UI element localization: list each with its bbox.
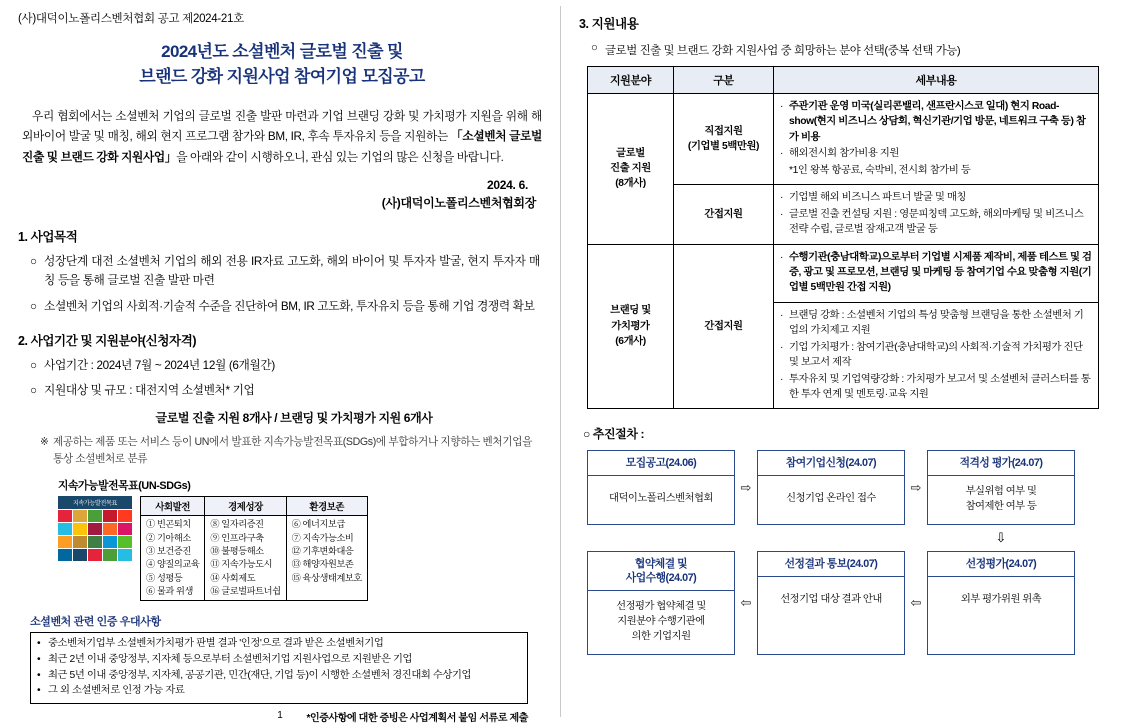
sdg-cell	[205, 516, 286, 601]
sdg-goal: ⑤ 성평등	[146, 572, 183, 583]
sdg-icon-grid	[58, 510, 132, 561]
page-number: 1	[277, 710, 283, 721]
support-scale-highlight: 글로벌 진출 지원 8개사 / 브랜딩 및 가치평가 지원 6개사	[155, 411, 433, 426]
section-2-heading: 2. 사업기간 및 지원분야(신청자격)	[18, 333, 197, 348]
col-support-type: 구분	[674, 67, 774, 94]
flow-step-body	[928, 476, 1074, 524]
advantage-item-2: 최근 2년 이내 중앙정부, 지자체 등으로부터 소셜벤처기업 지원사업으로 지원받은 기업	[48, 654, 413, 665]
sdg-cell	[141, 516, 205, 601]
sdg-logo-caption: 지속가능발전목표	[58, 496, 132, 509]
list-item	[37, 683, 521, 699]
sdg-table	[140, 496, 368, 601]
flow-step-body-text: 부실위험 여부 및 참여제한 여부 등	[965, 486, 1037, 513]
flow-step-title: 참여기업신청(24.07)	[758, 451, 904, 476]
bullet-marker: •	[37, 669, 41, 681]
detail-text: 주관기관 운영 미국(실리콘밸리, 샌프란시스코 일대) 현지 Road-show(현지 비즈니스 상담회, 혁신기관/기업 방문, 네트워크 구축 등) 참가 비용	[789, 101, 1086, 143]
flow-step-body: 선정평가 협약체결 및 지원분야 수행기관에 의한 기업지원	[616, 601, 706, 643]
title-line-2: 브랜드 강화 지원사업 참여기업 모집공고	[139, 66, 425, 86]
col-support-field: 지원분야	[588, 67, 674, 94]
col-support-details: 세부내용	[774, 67, 1099, 94]
sdg-table-title: 지속가능발전목표(UN-SDGs)	[58, 480, 191, 493]
bullet-marker: •	[37, 685, 41, 697]
bullet-marker: ·	[780, 208, 784, 220]
cell-branding-details-2	[774, 302, 1099, 409]
cell-branding-details-1	[774, 244, 1099, 302]
table-row	[588, 94, 1099, 185]
detail-item	[780, 99, 1092, 145]
bullet-marker: ○	[583, 427, 590, 442]
advantage-item-3: 최근 5년 이내 중앙정부, 지자체, 공공기관, 민간(재단, 기업 등)이 시행한 소셜벤처 경진대회 수상기업	[48, 669, 472, 681]
flow-spacer	[905, 525, 927, 551]
detail-item	[780, 308, 1092, 339]
flow-step-application	[757, 450, 905, 525]
flow-step-title: 모집공고(24.06)	[588, 451, 734, 476]
process-flow-diagram	[587, 450, 1106, 655]
intro-text-1: 우리 협회에서는 소셜벤처 기업의 글로벌 진출 발판 마련과 기업 브랜딩 강화 및 가치평가 지원을 위해 해외바이어 발굴 및 매칭, 해외 현지 프로그램 참가와 BM, IR, 후속 투자유치 등을 지원하는	[22, 110, 542, 144]
field-label-line: 가치평가	[611, 320, 650, 332]
arrow-left-icon: ⇦	[740, 595, 752, 611]
bullet-marker: •	[37, 638, 41, 650]
bullet-marker: ○	[591, 42, 598, 54]
type-label-line: (기업별 5백만원)	[687, 141, 760, 153]
detail-item	[780, 250, 1092, 296]
advantage-item-1: 중소벤처기업부 소셜벤처가치평가 판별 결과 '인정'으로 결과 받은 소셜벤처기업	[48, 638, 384, 650]
detail-item	[780, 340, 1092, 371]
sdg-goal: ⑫ 기후변화대응	[291, 545, 354, 556]
arrow-down-icon: ⇩	[995, 530, 1007, 546]
table-row	[588, 244, 1099, 302]
arrow-right-icon: ⇨	[910, 479, 922, 495]
field-label-line: (6개사)	[615, 336, 646, 348]
field-label-line: 글로벌	[616, 147, 645, 159]
detail-text: 기업별 해외 비즈니스 파트너 발굴 및 매칭	[789, 192, 967, 204]
advantage-item-4: 그 외 소셜벤처로 인정 가능 자료	[48, 685, 185, 697]
detail-item	[780, 190, 1092, 205]
list-item	[30, 253, 540, 291]
detail-text: 투자유치 및 기업역량강화 : 가치평가 보고서 및 소셜벤처 클러스터를 통한 투자 연계 및 멘토링·교육 지원	[789, 373, 1091, 400]
sdg-goal: ⑩ 불평등해소	[210, 545, 264, 556]
cell-global-indirect-details	[774, 185, 1099, 244]
sdg-goal: ⑥ 물과 위생	[146, 586, 193, 597]
intro-paragraph	[22, 107, 542, 167]
sdg-goal: ③ 보건증진	[146, 545, 191, 556]
sdg-goal: ⑥ 에너지보급	[291, 519, 345, 530]
left-column	[0, 0, 560, 723]
sdg-goal: ⑪ 지속가능도시	[210, 559, 273, 570]
sdg-goal: ② 기아해소	[146, 532, 191, 543]
detail-text: 기업 가치평가 : 참여기관(충남대학교)의 사회적·기술적 가치평가 진단 및 보고서 제작	[789, 341, 1083, 369]
field-label-line: (8개사)	[615, 178, 646, 190]
sdg-cell	[286, 516, 367, 601]
bullet-marker: ·	[780, 251, 784, 263]
detail-text: 해외전시회 참가비용 지원	[789, 148, 899, 160]
flow-step-title: 협약체결 및 사업수행(24.07)	[588, 552, 734, 591]
cell-direct-support	[674, 94, 774, 185]
bullet-marker: ·	[780, 101, 784, 112]
flow-step-title: 적격성 평가(24.07)	[928, 451, 1074, 476]
flow-step-result-notice	[757, 551, 905, 655]
intro-text-bold: 「소셜벤처 글로벌 진출 및 브랜드 강화 지원사업」	[22, 130, 542, 164]
sdg-goal: ⑧ 일자리증진	[210, 519, 264, 530]
issuing-organization: (사)대덕이노폴리스벤처협회장	[381, 195, 536, 210]
list-item	[30, 382, 540, 401]
sdg-col-environment: 환경보존	[286, 497, 367, 516]
detail-item	[780, 146, 1092, 161]
advantage-heading: 소셜벤처 관련 인증 우대사항	[30, 616, 161, 629]
notice-date: 2024. 6.	[487, 177, 528, 192]
sdg-goal: ⑬ 해양자원보존	[291, 559, 354, 570]
process-heading-text: 추진절차 :	[592, 427, 645, 442]
support-content-table	[587, 66, 1099, 409]
bullet-marker: ○	[30, 384, 37, 398]
field-label-line: 브랜딩 및	[610, 305, 651, 317]
sdg-col-economic: 경제성장	[205, 497, 286, 516]
bullet-marker: ○	[30, 254, 37, 268]
list-item	[37, 636, 521, 652]
cell-global-field	[588, 94, 674, 245]
sdg-goal: ⑦ 지속가능소비	[291, 532, 354, 543]
detail-item	[780, 207, 1092, 238]
table-header-row	[588, 67, 1099, 94]
flow-spacer	[735, 525, 757, 551]
flow-step-body: 대덕이노폴리스벤처협회	[609, 493, 713, 504]
section-1-heading: 1. 사업목적	[18, 229, 78, 244]
flow-step-body: 신청기업 온라인 접수	[786, 493, 876, 504]
flow-step-agreement	[587, 551, 735, 655]
bullet-marker: •	[37, 654, 41, 665]
bullet-marker: ○	[30, 358, 37, 372]
list-item	[37, 668, 521, 684]
flow-vertical-connector-row	[587, 525, 1106, 551]
sdg-logo	[58, 496, 132, 561]
detail-text: 브랜딩 강화 : 소셜벤처 기업의 특성 맞춤형 브랜딩을 통한 소셜벤처 기업의 가치제고 지원	[789, 309, 1084, 337]
process-heading	[583, 425, 1106, 442]
flow-step-announcement	[587, 450, 735, 525]
section-1-item-2: 소셜벤처 기업의 사회적·기술적 수준을 진단하여 BM, IR 고도화, 투자유치 등을 통해 기업 경쟁력 확보	[44, 299, 535, 313]
cell-global-direct-details	[774, 94, 1099, 185]
page-title	[18, 40, 546, 89]
flow-spacer	[757, 525, 905, 551]
section-2-item-1: 사업기간 : 2024년 7월 ~ 2024년 12월 (6개월간)	[44, 358, 275, 372]
bullet-marker: ○	[30, 299, 37, 313]
flow-row-1	[587, 450, 1106, 525]
right-column	[561, 0, 1122, 723]
flow-row-2	[587, 551, 1106, 655]
bullet-marker: ·	[780, 373, 784, 385]
flow-step-body: 선정기업 대상 결과 안내	[780, 593, 882, 605]
cell-branding-indirect-support: 간접지원	[674, 244, 774, 409]
arrow-right-icon: ⇨	[740, 479, 752, 495]
cell-branding-field	[588, 244, 674, 409]
bullet-marker: ·	[780, 309, 784, 321]
table-header-row	[141, 497, 368, 516]
sdg-goal: ⑯ 글로벌파트너쉽	[210, 586, 281, 597]
intro-text-2: 을 아래와 같이 시행하오니, 관심 있는 기업의 많은 신청을 바랍니다.	[176, 150, 504, 164]
section-3-bullet	[591, 42, 1106, 58]
bullet-marker: ·	[780, 192, 784, 204]
sdg-goal: ⑨ 인프라구축	[210, 532, 264, 543]
flow-step-body: 외부 평가위원 위촉	[960, 593, 1042, 605]
flow-spacer	[587, 525, 735, 551]
flow-step-title: 선정평가(24.07)	[928, 552, 1074, 577]
list-item	[30, 357, 540, 376]
section-1-item-1: 성장단계 대전 소셜벤처 기업의 해외 전용 IR자료 고도화, 해외 바이어 및 투자자 발굴, 현지 투자자 매칭 등을 통해 글로벌 진출 발판 마련	[44, 254, 540, 287]
list-item	[37, 652, 521, 668]
title-line-1: 2024년도 소셜벤처 글로벌 진출 및	[161, 42, 403, 61]
detail-text: 글로벌 진출 컨설팅 지원 : 영문피칭덱 고도화, 해외마케팅 및 비즈니스 전략 수립, 글로벌 잠재고객 발굴 등	[789, 208, 1084, 236]
table-row	[141, 516, 368, 601]
section-3-heading: 3. 지원내용	[579, 17, 639, 31]
bullet-marker: ·	[780, 341, 784, 353]
sdg-goal: ⑭ 사회제도	[210, 572, 256, 583]
note-marker: ※	[40, 436, 49, 449]
field-label-line: 진출 지원	[610, 163, 651, 175]
sdg-block	[58, 496, 546, 601]
detail-subnote	[789, 163, 1092, 178]
sdg-col-social: 사회발전	[141, 497, 205, 516]
flow-step-eligibility	[927, 450, 1075, 525]
bullet-marker: ·	[780, 148, 784, 160]
arrow-left-icon: ⇦	[910, 595, 922, 611]
sdg-footnote	[40, 434, 540, 468]
section-3-bullet-text: 글로벌 진출 및 브랜드 강화 지원사업 중 희망하는 분야 선택(중복 선택 가능)	[605, 45, 961, 57]
advantage-box	[30, 632, 528, 704]
sdg-goal: ④ 양질의교육	[146, 559, 200, 570]
detail-item	[780, 372, 1092, 403]
type-label-line: 직접지원	[704, 125, 743, 137]
sdg-footnote-text: 제공하는 제품 또는 서비스 등이 UN에서 발표한 지속가능발전목표(SDGs)에 부합하거나 지향하는 벤처기업을 통상 소셜벤처로 분류	[53, 436, 532, 466]
detail-text: *1인 왕복 항공료, 숙박비, 전시회 참가비 등	[789, 164, 971, 176]
flow-step-selection-eval	[927, 551, 1075, 655]
section-2-item-2: 지원대상 및 규모 : 대전지역 소셜벤처* 기업	[44, 384, 255, 398]
notice-number: (사)대덕이노폴리스벤처협회 공고 제2024-21호	[18, 13, 244, 25]
detail-text: 수행기관(충남대학교)으로부터 기업별 시제품 제작비, 제품 테스트 및 검증, 광고 및 프로모션, 브랜딩 및 마케팅 등 참여기업 수요 맞춤형 지원(기업별 5백만원 간접 지원)	[789, 251, 1092, 294]
submission-footnote: *인증사항에 대한 증빙은 사업계획서 붙임 서류로 제출	[306, 712, 528, 724]
sdg-goal: ① 빈곤퇴치	[146, 519, 191, 530]
sdg-goal: ⑮ 육상생태계보호	[291, 572, 362, 583]
flow-step-title: 선정결과 통보(24.07)	[758, 552, 904, 577]
cell-indirect-support: 간접지원	[674, 185, 774, 244]
list-item	[30, 298, 540, 317]
